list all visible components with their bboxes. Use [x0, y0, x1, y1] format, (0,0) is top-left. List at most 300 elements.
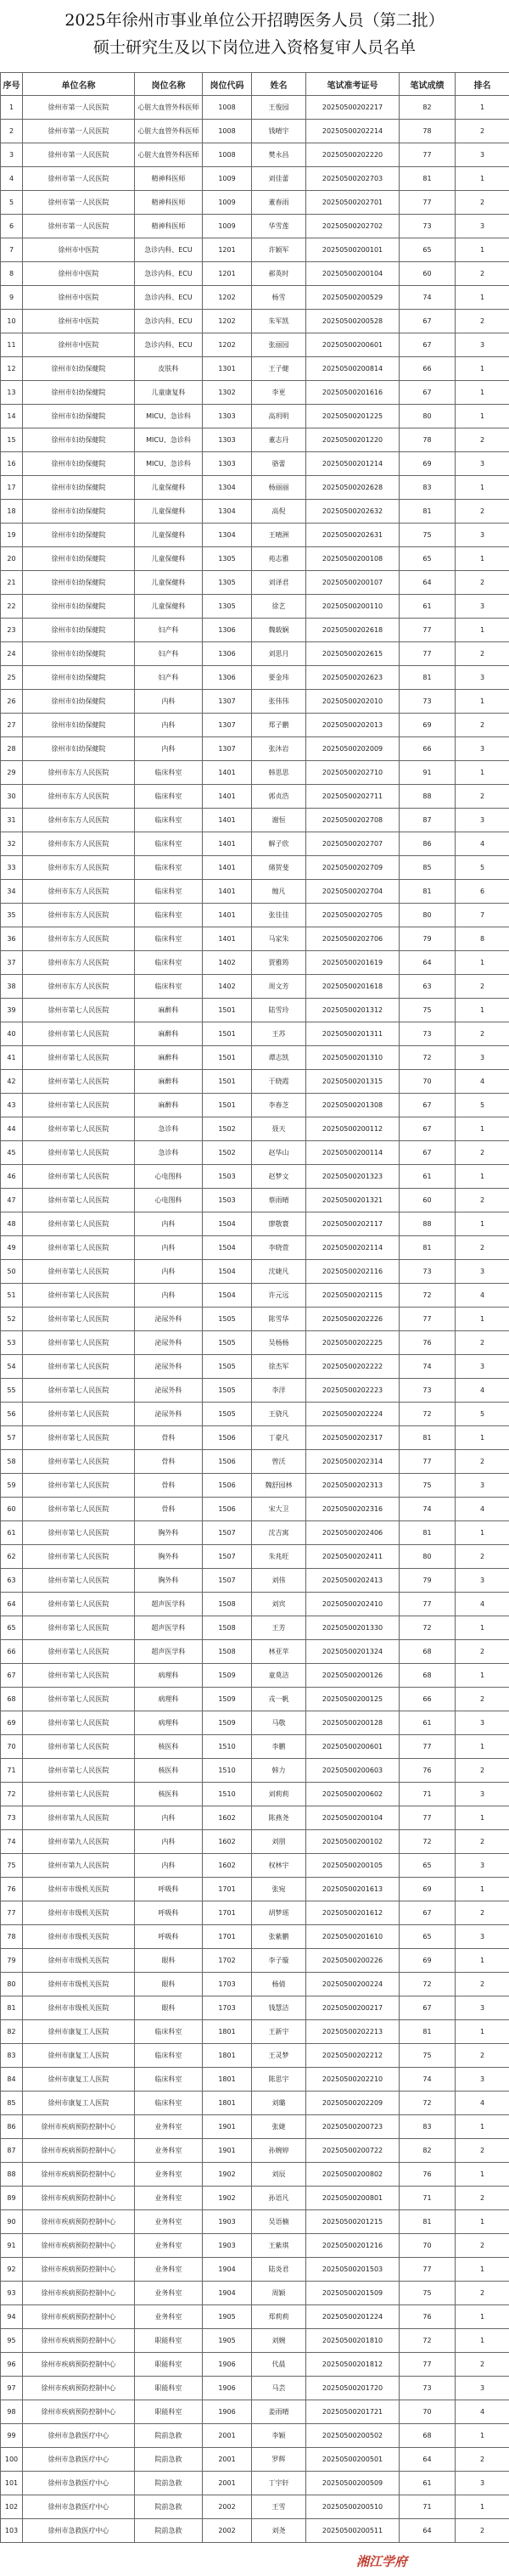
cell-ticket: 20250500200105 [306, 1854, 400, 1878]
cell-score: 72 [400, 2329, 456, 2353]
cell-name: 高倪 [252, 500, 306, 524]
cell-ticket: 20250500201810 [306, 2329, 400, 2353]
cell-unit: 徐州市急救医疗中心 [23, 2495, 135, 2519]
cell-name: 周文芳 [252, 975, 306, 999]
header-position-code: 岗位代码 [203, 73, 252, 96]
cell-rank: 3 [456, 2472, 509, 2495]
cell-name: 陆炎君 [252, 2258, 306, 2282]
cell-score: 75 [400, 999, 456, 1022]
table-row [1, 856, 509, 880]
cell-index: 46 [1, 1165, 23, 1189]
cell-name: 王灵梦 [252, 2044, 306, 2068]
cell-unit: 徐州市第七人民医院 [23, 1308, 135, 1331]
table-row [1, 1474, 509, 1498]
cell-position: 内科 [135, 737, 203, 761]
cell-score: 61 [400, 1165, 456, 1189]
cell-score: 72 [400, 1616, 456, 1640]
cell-position-code: 1508 [203, 1640, 252, 1664]
cell-position: 骨科 [135, 1474, 203, 1498]
cell-ticket: 20250500202225 [306, 1331, 400, 1355]
cell-index: 10 [1, 310, 23, 333]
header-position: 岗位名称 [135, 73, 203, 96]
header-score: 笔试成绩 [400, 73, 456, 96]
cell-position: 心电图科 [135, 1165, 203, 1189]
cell-position-code: 1504 [203, 1212, 252, 1236]
cell-score: 77 [400, 1450, 456, 1474]
cell-position: MICU、急诊科 [135, 428, 203, 452]
cell-unit: 徐州市市级机关医院 [23, 1996, 135, 2020]
cell-ticket: 20250500202711 [306, 785, 400, 809]
cell-rank: 3 [456, 737, 509, 761]
cell-unit: 徐州市妇幼保健院 [23, 476, 135, 500]
cell-score: 67 [400, 381, 456, 405]
cell-ticket: 20250500202314 [306, 1450, 400, 1474]
table-row [1, 904, 509, 927]
cell-ticket: 20250500201610 [306, 1925, 400, 1949]
cell-rank: 1 [456, 619, 509, 642]
cell-unit: 徐州市妇幼保健院 [23, 666, 135, 690]
cell-ticket: 20250500200510 [306, 2495, 400, 2519]
cell-name: 于晓霞 [252, 1070, 306, 1094]
cell-position-code: 1507 [203, 1545, 252, 1569]
cell-rank: 3 [456, 2068, 509, 2092]
cell-ticket: 20250500200107 [306, 571, 400, 595]
table-row [1, 2519, 509, 2543]
cell-index: 90 [1, 2210, 23, 2234]
cell-position-code: 1703 [203, 1973, 252, 1996]
cell-ticket: 20250500201216 [306, 2234, 400, 2258]
table-row [1, 2472, 509, 2495]
table-row [1, 310, 509, 333]
cell-rank: 2 [456, 1022, 509, 1046]
table-row [1, 262, 509, 286]
cell-score: 75 [400, 524, 456, 547]
cell-name: 朱军凯 [252, 310, 306, 333]
cell-score: 67 [400, 1094, 456, 1117]
cell-unit: 徐州市东方人民医院 [23, 832, 135, 856]
cell-position: 精神科医师 [135, 215, 203, 238]
cell-score: 83 [400, 2115, 456, 2139]
cell-position-code: 1602 [203, 1830, 252, 1854]
table-row [1, 1569, 509, 1593]
cell-unit: 徐州市急救医疗中心 [23, 2472, 135, 2495]
cell-position: 眼科 [135, 1996, 203, 2020]
cell-position: 临床科室 [135, 2044, 203, 2068]
cell-unit: 徐州市东方人民医院 [23, 809, 135, 832]
cell-position-code: 1201 [203, 262, 252, 286]
cell-ticket: 20250500202313 [306, 1474, 400, 1498]
cell-unit: 徐州市第七人民医院 [23, 1474, 135, 1498]
table-row [1, 2068, 509, 2092]
cell-index: 79 [1, 1949, 23, 1973]
cell-index: 15 [1, 428, 23, 452]
cell-name: 马家朱 [252, 927, 306, 951]
cell-rank: 7 [456, 904, 509, 927]
cell-rank: 2 [456, 191, 509, 215]
cell-name: 刘尧 [252, 2519, 306, 2543]
cell-index: 94 [1, 2305, 23, 2329]
cell-position-code: 1304 [203, 524, 252, 547]
cell-ticket: 20250500202707 [306, 832, 400, 856]
cell-index: 97 [1, 2377, 23, 2400]
table-row [1, 2092, 509, 2115]
cell-index: 47 [1, 1189, 23, 1212]
cell-position-code: 1905 [203, 2329, 252, 2353]
cell-name: 廖敬寰 [252, 1212, 306, 1236]
cell-index: 12 [1, 357, 23, 381]
cell-index: 20 [1, 547, 23, 571]
table-row [1, 1616, 509, 1640]
cell-position-code: 2002 [203, 2519, 252, 2543]
cell-ticket: 20250500202615 [306, 642, 400, 666]
cell-ticket: 20250500202114 [306, 1236, 400, 1260]
cell-name: 张丽园 [252, 333, 306, 357]
table-row [1, 1759, 509, 1783]
table-row [1, 1711, 509, 1735]
cell-position: 麻醉科 [135, 1022, 203, 1046]
cell-ticket: 20250500200603 [306, 1759, 400, 1783]
table-row [1, 1521, 509, 1545]
cell-index: 96 [1, 2353, 23, 2377]
cell-ticket: 20250500201225 [306, 405, 400, 428]
cell-position: 超声医学科 [135, 1616, 203, 1640]
cell-position-code: 1510 [203, 1735, 252, 1759]
cell-score: 88 [400, 785, 456, 809]
cell-index: 5 [1, 191, 23, 215]
cell-unit: 徐州市康复工人医院 [23, 2092, 135, 2115]
cell-name: 张婕 [252, 2115, 306, 2139]
cell-position: 内科 [135, 690, 203, 714]
cell-ticket: 20250500202220 [306, 143, 400, 167]
cell-rank: 2 [456, 975, 509, 999]
cell-position: 业务科室 [135, 2139, 203, 2163]
cell-rank: 4 [456, 2400, 509, 2424]
cell-ticket: 20250500200801 [306, 2187, 400, 2210]
cell-name: 谢恒 [252, 809, 306, 832]
cell-unit: 徐州市第七人民医院 [23, 1688, 135, 1711]
cell-ticket: 20250500202222 [306, 1355, 400, 1379]
cell-score: 70 [400, 2234, 456, 2258]
cell-position: MICU、急诊科 [135, 452, 203, 476]
table-row [1, 2282, 509, 2305]
cell-rank: 1 [456, 2210, 509, 2234]
cell-unit: 徐州市第七人民医院 [23, 1022, 135, 1046]
cell-position: 精神科医师 [135, 167, 203, 191]
cell-ticket: 20250500201214 [306, 452, 400, 476]
cell-score: 68 [400, 1640, 456, 1664]
cell-index: 60 [1, 1498, 23, 1521]
cell-name: 缠凡 [252, 880, 306, 904]
cell-position: 职能科室 [135, 2329, 203, 2353]
cell-rank: 3 [456, 809, 509, 832]
cell-position-code: 1306 [203, 619, 252, 642]
cell-index: 81 [1, 1996, 23, 2020]
cell-ticket: 20250500200102 [306, 1830, 400, 1854]
cell-name: 刘朋 [252, 1830, 306, 1854]
table-row [1, 1498, 509, 1521]
cell-index: 28 [1, 737, 23, 761]
cell-position: 临床科室 [135, 2092, 203, 2115]
cell-index: 80 [1, 1973, 23, 1996]
cell-position: 院前急救 [135, 2472, 203, 2495]
cell-rank: 2 [456, 428, 509, 452]
cell-score: 71 [400, 1783, 456, 1806]
table-row [1, 476, 509, 500]
cell-unit: 徐州市市级机关医院 [23, 1949, 135, 1973]
cell-rank: 2 [456, 310, 509, 333]
cell-position-code: 1505 [203, 1379, 252, 1403]
cell-rank: 2 [456, 500, 509, 524]
cell-unit: 徐州市第九人民医院 [23, 1806, 135, 1830]
cell-ticket: 20250500200104 [306, 262, 400, 286]
cell-ticket: 20250500202406 [306, 1521, 400, 1545]
cell-rank: 2 [456, 2448, 509, 2472]
cell-index: 21 [1, 571, 23, 595]
table-row [1, 1450, 509, 1474]
cell-rank: 4 [456, 2092, 509, 2115]
cell-unit: 徐州市疾病预防控制中心 [23, 2400, 135, 2424]
cell-rank: 2 [456, 2139, 509, 2163]
cell-score: 80 [400, 904, 456, 927]
cell-position-code: 1304 [203, 476, 252, 500]
cell-rank: 3 [456, 215, 509, 238]
cell-position-code: 1902 [203, 2187, 252, 2210]
cell-unit: 徐州市第九人民医院 [23, 1854, 135, 1878]
cell-score: 68 [400, 1664, 456, 1688]
cell-position: 心脏大血管外科医师 [135, 120, 203, 143]
cell-index: 39 [1, 999, 23, 1022]
cell-rank: 1 [456, 286, 509, 310]
table-row [1, 2377, 509, 2400]
cell-rank: 1 [456, 96, 509, 120]
table-row [1, 1236, 509, 1260]
cell-ticket: 20250500201323 [306, 1165, 400, 1189]
cell-position: 院前急救 [135, 2448, 203, 2472]
cell-position-code: 1801 [203, 2044, 252, 2068]
cell-position: 呼吸科 [135, 1901, 203, 1925]
cell-name: 郝英时 [252, 262, 306, 286]
table-row [1, 2139, 509, 2163]
cell-rank: 1 [456, 2163, 509, 2187]
table-row [1, 167, 509, 191]
cell-index: 52 [1, 1308, 23, 1331]
cell-score: 72 [400, 1403, 456, 1426]
cell-rank: 2 [456, 2353, 509, 2377]
cell-position: 泌尿外科 [135, 1355, 203, 1379]
cell-rank: 1 [456, 238, 509, 262]
cell-unit: 徐州市第七人民医院 [23, 999, 135, 1022]
cell-score: 81 [400, 1426, 456, 1450]
cell-unit: 徐州市妇幼保健院 [23, 381, 135, 405]
cell-index: 49 [1, 1236, 23, 1260]
cell-score: 67 [400, 1141, 456, 1165]
table-row [1, 595, 509, 619]
cell-unit: 徐州市疾病预防控制中心 [23, 2329, 135, 2353]
title-line-2: 硕士研究生及以下岗位进入资格复审人员名单 [92, 38, 416, 57]
cell-index: 101 [1, 2472, 23, 2495]
cell-score: 69 [400, 452, 456, 476]
cell-score: 67 [400, 1901, 456, 1925]
cell-unit: 徐州市东方人民医院 [23, 904, 135, 927]
cell-unit: 徐州市第七人民医院 [23, 1379, 135, 1403]
cell-name: 解子欣 [252, 832, 306, 856]
cell-rank: 3 [456, 1783, 509, 1806]
cell-name: 马敬 [252, 1711, 306, 1735]
table-row [1, 1117, 509, 1141]
cell-position: 胸外科 [135, 1569, 203, 1593]
cell-unit: 徐州市妇幼保健院 [23, 642, 135, 666]
cell-unit: 徐州市第七人民医院 [23, 1711, 135, 1735]
table-row [1, 1878, 509, 1901]
cell-rank: 2 [456, 1688, 509, 1711]
table-row [1, 286, 509, 310]
cell-name: 张宛 [252, 1878, 306, 1901]
cell-unit: 徐州市康复工人医院 [23, 2044, 135, 2068]
cell-index: 36 [1, 927, 23, 951]
cell-position: 业务科室 [135, 2305, 203, 2329]
cell-score: 81 [400, 2020, 456, 2044]
cell-name: 刘佳蕾 [252, 167, 306, 191]
table-row [1, 809, 509, 832]
cell-rank: 6 [456, 880, 509, 904]
cell-name: 李洋 [252, 1379, 306, 1403]
cell-name: 姜雨晴 [252, 2400, 306, 2424]
cell-score: 68 [400, 2424, 456, 2448]
watermark-logo: 湘江学府 [356, 2554, 408, 2569]
cell-index: 50 [1, 1260, 23, 1284]
cell-rank: 1 [456, 547, 509, 571]
cell-rank: 5 [456, 856, 509, 880]
cell-score: 85 [400, 856, 456, 880]
cell-unit: 徐州市疾病预防控制中心 [23, 2353, 135, 2377]
cell-ticket: 20250500202702 [306, 215, 400, 238]
cell-unit: 徐州市第七人民医院 [23, 1046, 135, 1070]
cell-index: 98 [1, 2400, 23, 2424]
cell-rank: 3 [456, 1474, 509, 1498]
table-row [1, 1949, 509, 1973]
table-row [1, 951, 509, 975]
table-row [1, 2353, 509, 2377]
cell-position-code: 1009 [203, 167, 252, 191]
cell-ticket: 20250500201310 [306, 1046, 400, 1070]
cell-unit: 徐州市妇幼保健院 [23, 357, 135, 381]
table-row [1, 1593, 509, 1616]
cell-position-code: 1702 [203, 1949, 252, 1973]
cell-position-code: 1509 [203, 1711, 252, 1735]
cell-name: 李晓萱 [252, 1236, 306, 1260]
cell-index: 65 [1, 1616, 23, 1640]
cell-rank: 1 [456, 2020, 509, 2044]
cell-score: 73 [400, 690, 456, 714]
cell-index: 92 [1, 2258, 23, 2282]
table-row [1, 405, 509, 428]
cell-name: 徐杰军 [252, 1355, 306, 1379]
cell-ticket: 20250500202224 [306, 1403, 400, 1426]
cell-rank: 1 [456, 476, 509, 500]
cell-position: 临床科室 [135, 880, 203, 904]
cell-score: 60 [400, 1189, 456, 1212]
cell-position-code: 1701 [203, 1925, 252, 1949]
cell-unit: 徐州市妇幼保健院 [23, 690, 135, 714]
cell-score: 83 [400, 476, 456, 500]
cell-index: 73 [1, 1806, 23, 1830]
cell-position-code: 1008 [203, 143, 252, 167]
cell-position-code: 1401 [203, 927, 252, 951]
cell-position: 儿童康复科 [135, 381, 203, 405]
table-row [1, 1260, 509, 1284]
cell-index: 37 [1, 951, 23, 975]
cell-score: 77 [400, 1806, 456, 1830]
cell-ticket: 20250500201308 [306, 1094, 400, 1117]
cell-index: 32 [1, 832, 23, 856]
table-row [1, 1189, 509, 1212]
cell-score: 73 [400, 1022, 456, 1046]
cell-ticket: 20250500200101 [306, 238, 400, 262]
cell-ticket: 20250500202116 [306, 1260, 400, 1284]
cell-unit: 徐州市市级机关医院 [23, 1878, 135, 1901]
cell-index: 31 [1, 809, 23, 832]
cell-position-code: 1506 [203, 1450, 252, 1474]
table-row [1, 2020, 509, 2044]
cell-ticket: 20250500201721 [306, 2400, 400, 2424]
cell-rank: 1 [456, 1616, 509, 1640]
table-row [1, 452, 509, 476]
cell-name: 王雪 [252, 2495, 306, 2519]
cell-position-code: 1501 [203, 1022, 252, 1046]
cell-position: 麻醉科 [135, 1070, 203, 1094]
cell-ticket: 20250500200217 [306, 1996, 400, 2020]
cell-position: 急诊科 [135, 1141, 203, 1165]
cell-position-code: 1505 [203, 1403, 252, 1426]
cell-rank: 2 [456, 1450, 509, 1474]
cell-score: 77 [400, 642, 456, 666]
cell-ticket: 20250500200104 [306, 1806, 400, 1830]
cell-name: 李子璇 [252, 1949, 306, 1973]
table-row [1, 333, 509, 357]
cell-score: 81 [400, 2210, 456, 2234]
cell-unit: 徐州市疾病预防控制中心 [23, 2163, 135, 2187]
cell-name: 罗辉 [252, 2448, 306, 2472]
cell-rank: 3 [456, 1854, 509, 1878]
cell-position: 儿童保健科 [135, 547, 203, 571]
cell-score: 81 [400, 1236, 456, 1260]
cell-name: 董志丹 [252, 428, 306, 452]
cell-name: 戎一帆 [252, 1688, 306, 1711]
table-row [1, 1806, 509, 1830]
cell-position: 儿童保健科 [135, 476, 203, 500]
cell-ticket: 20250500200509 [306, 2472, 400, 2495]
cell-index: 58 [1, 1450, 23, 1474]
cell-index: 63 [1, 1569, 23, 1593]
table-body [1, 96, 509, 2543]
cell-position: 胸外科 [135, 1545, 203, 1569]
cell-unit: 徐州市第七人民医院 [23, 1260, 135, 1284]
cell-score: 74 [400, 286, 456, 310]
cell-position: 皮肤科 [135, 357, 203, 381]
cell-position-code: 1903 [203, 2234, 252, 2258]
cell-position: 心脏大血管外科医师 [135, 96, 203, 120]
cell-index: 102 [1, 2495, 23, 2519]
cell-score: 74 [400, 2068, 456, 2092]
cell-unit: 徐州市东方人民医院 [23, 951, 135, 975]
cell-name: 刘译君 [252, 571, 306, 595]
cell-score: 67 [400, 1996, 456, 2020]
cell-index: 35 [1, 904, 23, 927]
cell-score: 81 [400, 167, 456, 191]
cell-position-code: 1307 [203, 690, 252, 714]
table-row [1, 2448, 509, 2472]
cell-ticket: 20250500202618 [306, 619, 400, 642]
